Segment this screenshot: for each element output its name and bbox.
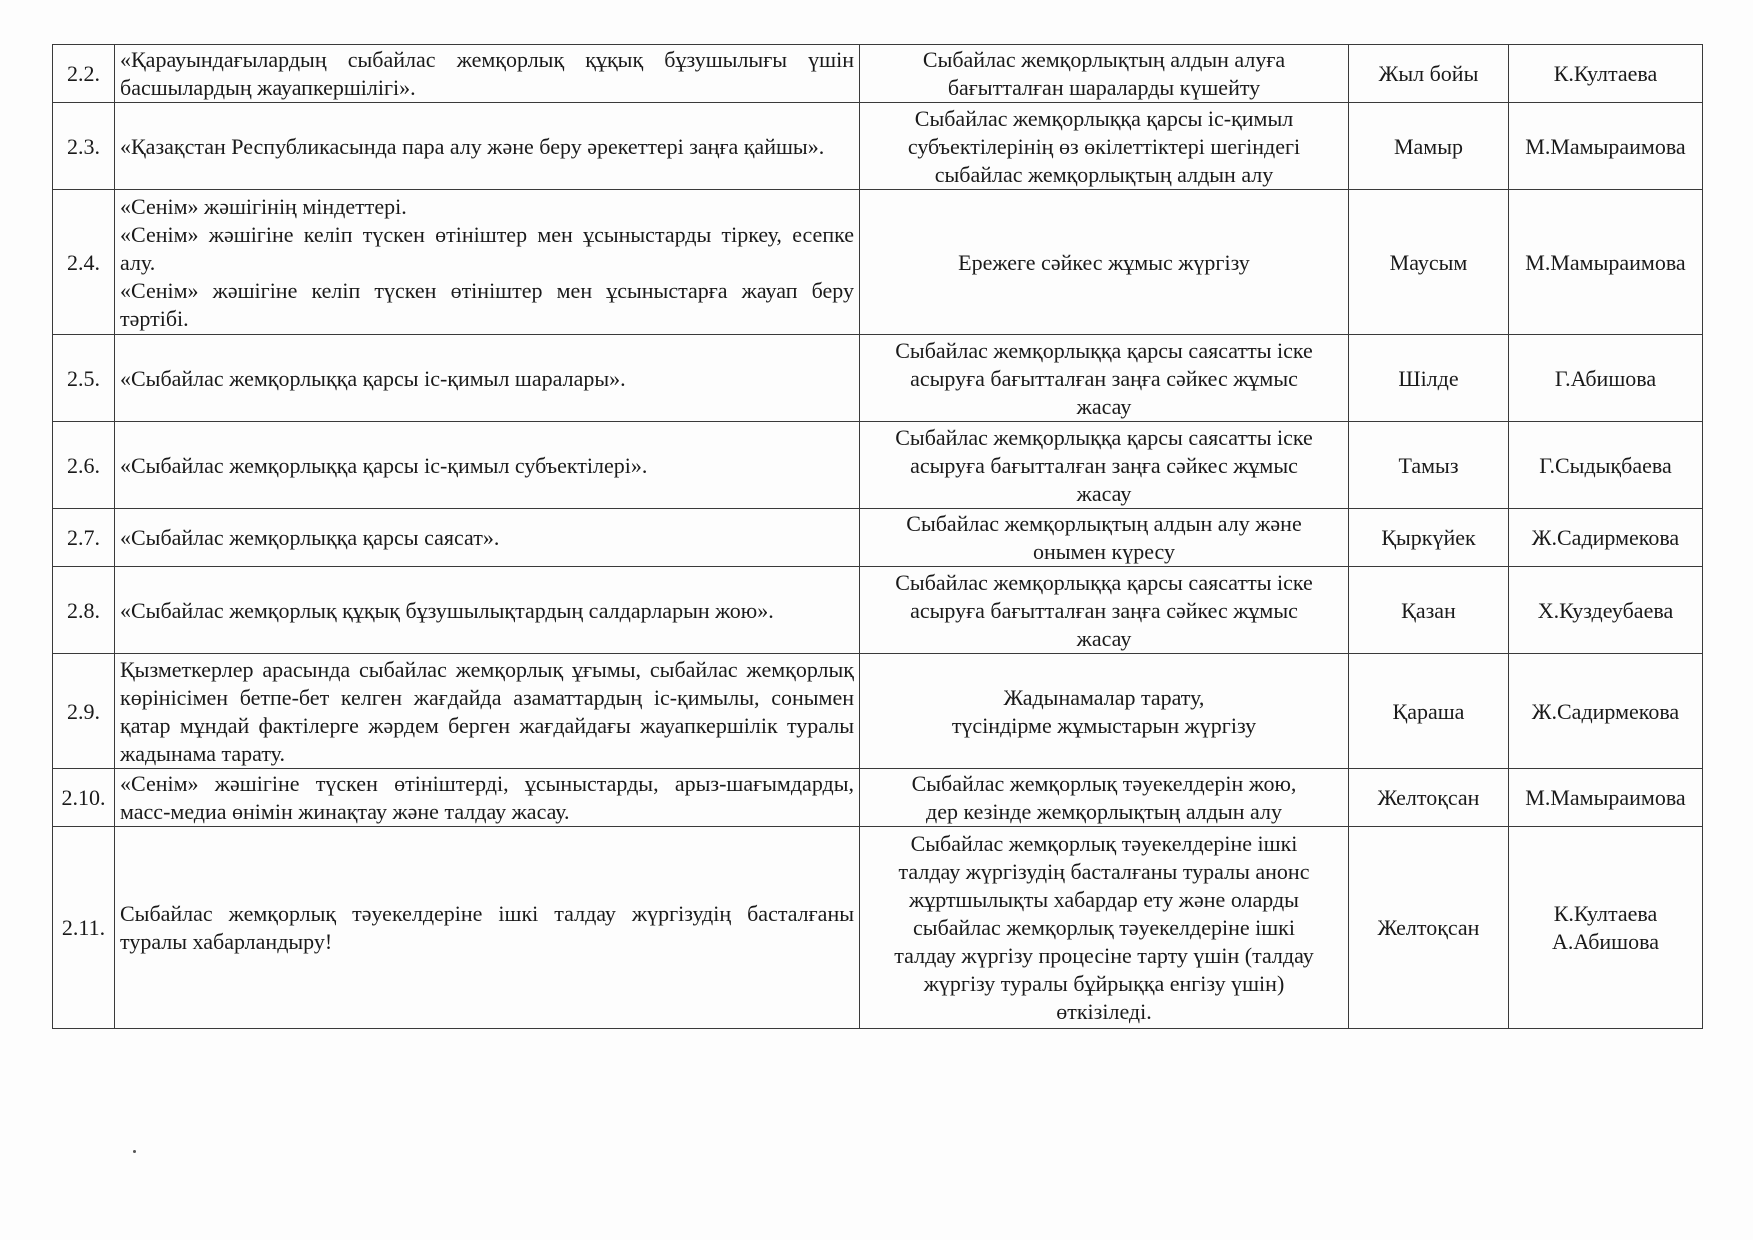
form-line: талдау жүргізудің басталғаны туралы анонс (898, 859, 1310, 884)
form-line: жасау (1076, 393, 1132, 419)
form-line: өткізіледі. (1056, 999, 1152, 1024)
responsible-cell (1509, 45, 1703, 103)
topic-line: «Сенім» жәшігіне түскен өтініштерді, ұсыныстарды, арыз-шағымдарды, масс-медиа өнімін жинақтау және талдау жасау. (120, 771, 854, 824)
table-row (53, 827, 1703, 1029)
form-line: асыруға бағытталған заңға сәйкес жұмыс (910, 365, 1298, 391)
table-row (53, 769, 1703, 827)
topic-line: Қызметкерлер арасында сыбайлас жемқорлық ұғымы, сыбайлас жемқорлық көрінісімен бетпе-бет келген жағдайда азаматтардың іс-қимылы, сонымен қатар мұндай фактілерге жәрдем берген жағдайдағы жауапкершілік туралы жадынама тарату. (120, 656, 854, 766)
form-line: жүргізу туралы бұйрыққа енгізу үшін) (923, 971, 1285, 996)
topic-cell (115, 335, 860, 422)
topic-line: «Сыбайлас жемқорлыққа қарсы іс-қимыл субъектілері». (120, 452, 648, 478)
row-number-cell: 2.9. (53, 654, 115, 769)
form-line: жасау (1076, 625, 1132, 651)
table-row (53, 45, 1703, 103)
resp-line: М.Мамыраимова (1525, 133, 1686, 159)
form-line: Сыбайлас жемқорлыққа қарсы саясатты іске (895, 569, 1313, 595)
form-line: Сыбайлас жемқорлыққа қарсы саясатты іске (895, 424, 1313, 450)
topic-line: «Қарауындағылардың сыбайлас жемқорлық құқық бұзушылығы үшін басшылардың жауапкершілігі». (120, 47, 854, 100)
table-row (53, 509, 1703, 567)
form-line: жасау (1076, 480, 1132, 506)
form-cell (860, 335, 1349, 422)
term-cell: Маусым (1349, 190, 1509, 335)
term-cell: Қараша (1349, 654, 1509, 769)
form-line: сыбайлас жемқорлықтың алдын алу (934, 161, 1274, 187)
term-cell: Желтоқсан (1349, 827, 1509, 1029)
form-line: талдау жүргізу процесіне тарту үшін (талдау (894, 943, 1314, 968)
topic-line: «Сенім» жәшігінің міндеттері. (120, 193, 407, 219)
term-cell: Қыркүйек (1349, 509, 1509, 567)
topic-cell (115, 190, 860, 335)
form-line: жұртшылықты хабардар ету және оларды (909, 887, 1299, 912)
responsible-cell (1509, 103, 1703, 190)
table-row (53, 654, 1703, 769)
resp-line: М.Мамыраимова (1525, 249, 1686, 275)
responsible-cell (1509, 422, 1703, 509)
topic-cell (115, 509, 860, 567)
responsible-cell (1509, 654, 1703, 769)
form-cell (860, 827, 1349, 1029)
form-cell (860, 103, 1349, 190)
topic-line: Сыбайлас жемқорлық тәуекелдеріне ішкі талдау жүргізудің басталғаны туралы хабарландыру! (120, 901, 854, 954)
topic-cell (115, 827, 860, 1029)
resp-line: Х.Куздеубаева (1537, 597, 1674, 623)
topic-cell (115, 567, 860, 654)
form-cell (860, 769, 1349, 827)
responsible-cell (1509, 769, 1703, 827)
responsible-cell (1509, 827, 1703, 1029)
term-cell: Жыл бойы (1349, 45, 1509, 103)
form-line: түсіндірме жұмыстарын жүргізу (951, 712, 1257, 738)
scan-dot (133, 1150, 136, 1153)
responsible-cell (1509, 509, 1703, 567)
row-number-cell: 2.3. (53, 103, 115, 190)
responsible-cell (1509, 190, 1703, 335)
resp-line: Г.Абишова (1554, 365, 1657, 391)
responsible-cell (1509, 335, 1703, 422)
topic-line: «Сенім» жәшігіне келіп түскен өтініштер мен ұсыныстарға жауап беру тәртібі. (120, 277, 854, 331)
term-cell: Қазан (1349, 567, 1509, 654)
form-line: дер кезінде жемқорлықтың алдын алу (926, 799, 1282, 824)
form-cell (860, 422, 1349, 509)
topic-cell (115, 769, 860, 827)
row-number-cell: 2.7. (53, 509, 115, 567)
resp-line: А.Абишова (1552, 929, 1659, 954)
row-number-cell: 2.5. (53, 335, 115, 422)
table-row (53, 567, 1703, 654)
form-line: Сыбайлас жемқорлыққа қарсы саясатты іске (895, 337, 1313, 363)
resp-line: Ж.Садирмекова (1531, 525, 1680, 550)
form-line: Ережеге сәйкес жұмыс жүргізу (958, 249, 1250, 275)
resp-line: Г.Сыдықбаева (1539, 452, 1672, 478)
form-line: Жадынамалар тарату, (1003, 684, 1205, 710)
form-cell (860, 567, 1349, 654)
form-line: Сыбайлас жемқорлыққа қарсы іс-қимыл (914, 105, 1294, 131)
topic-cell (115, 45, 860, 103)
row-number-cell: 2.2. (53, 45, 115, 103)
resp-line: Ж.Садирмекова (1531, 698, 1680, 724)
topic-line: «Сыбайлас жемқорлыққа қарсы саясат». (120, 525, 500, 550)
topic-cell (115, 422, 860, 509)
row-number-cell: 2.8. (53, 567, 115, 654)
form-line: онымен күресу (1033, 539, 1175, 564)
row-number-cell: 2.6. (53, 422, 115, 509)
resp-line: М.Мамыраимова (1525, 785, 1686, 810)
form-line: асыруға бағытталған заңға сәйкес жұмыс (910, 597, 1298, 623)
table-row (53, 422, 1703, 509)
form-line: Сыбайлас жемқорлықтың алдын алу және (906, 511, 1302, 536)
form-cell (860, 190, 1349, 335)
table-row (53, 190, 1703, 335)
form-line: сыбайлас жемқорлық тәуекелдеріне ішкі (913, 915, 1295, 940)
topic-cell (115, 103, 860, 190)
topic-line: «Қазақстан Республикасында пара алу және беру әрекеттері заңға қайшы». (120, 133, 825, 159)
form-line: Сыбайлас жемқорлық тәуекелдерін жою, (911, 771, 1297, 796)
row-number-cell: 2.11. (53, 827, 115, 1029)
term-cell: Мамыр (1349, 103, 1509, 190)
form-line: Сыбайлас жемқорлық тәуекелдеріне ішкі (910, 831, 1298, 856)
row-number-cell: 2.4. (53, 190, 115, 335)
resp-line: К.Култаева (1553, 901, 1658, 926)
form-cell (860, 509, 1349, 567)
row-number-cell: 2.10. (53, 769, 115, 827)
term-cell: Тамыз (1349, 422, 1509, 509)
topic-line: «Сыбайлас жемқорлыққа қарсы іс-қимыл шаралары». (120, 365, 626, 391)
table-row (53, 103, 1703, 190)
form-cell (860, 654, 1349, 769)
term-cell: Желтоқсан (1349, 769, 1509, 827)
topic-cell (115, 654, 860, 769)
form-line: асыруға бағытталған заңға сәйкес жұмыс (910, 452, 1298, 478)
form-line: бағытталған шараларды күшейту (947, 75, 1261, 100)
term-cell: Шілде (1349, 335, 1509, 422)
table-row (53, 335, 1703, 422)
form-line: субъектілерінің өз өкілеттіктері шегіндегі (907, 133, 1301, 159)
form-line: Сыбайлас жемқорлықтың алдын алуға (922, 47, 1286, 72)
anti-corruption-plan-table (52, 44, 1703, 1029)
form-cell (860, 45, 1349, 103)
table-body (53, 45, 1703, 1029)
responsible-cell (1509, 567, 1703, 654)
topic-line: «Сыбайлас жемқорлық құқық бұзушылықтардың салдарларын жою». (120, 597, 774, 623)
resp-line: К.Култаева (1553, 61, 1658, 86)
topic-line: «Сенім» жәшігіне келіп түскен өтініштер мен ұсыныстарды тіркеу, есепке алу. (120, 221, 854, 275)
